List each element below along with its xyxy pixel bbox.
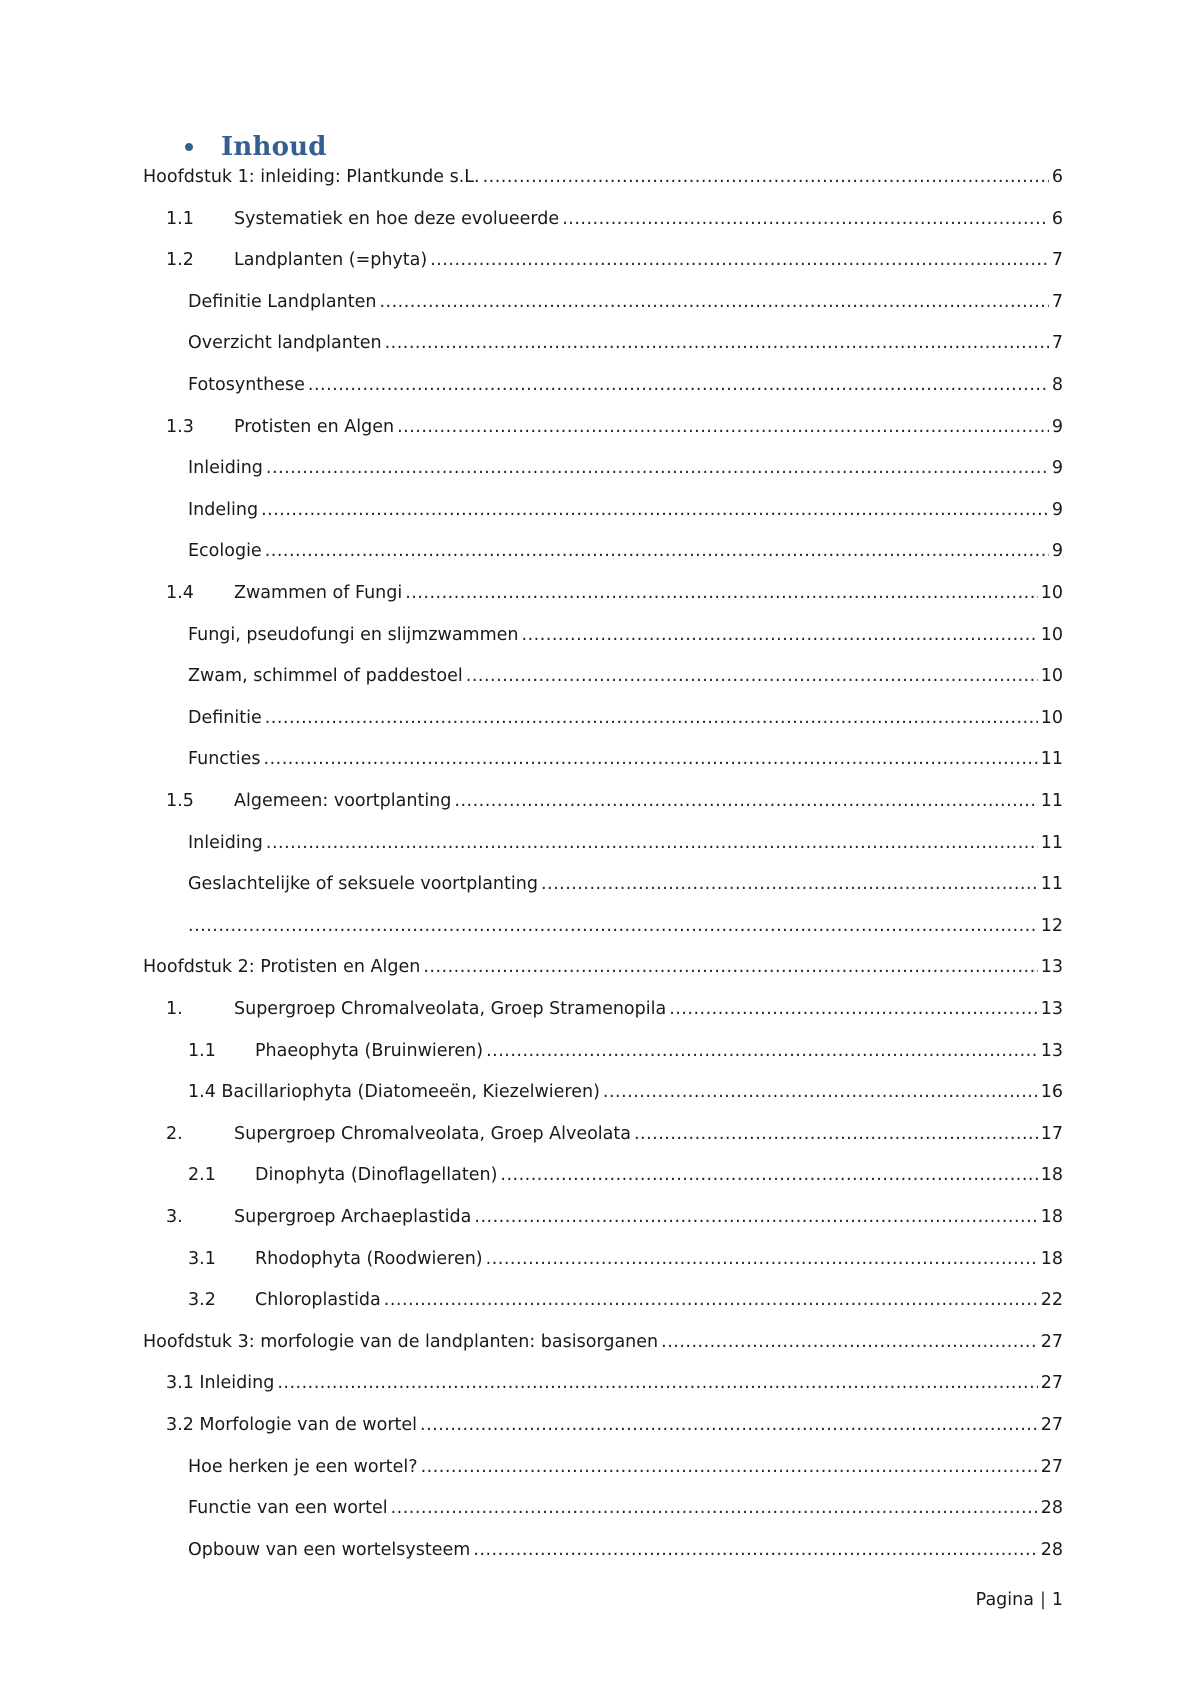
toc-entry[interactable] — [0, 996, 1200, 1022]
toc-dot-leader — [277, 1370, 1037, 1396]
toc-entry-page: 27 — [1040, 1373, 1063, 1394]
toc-entry-page: 11 — [1040, 832, 1063, 853]
toc-dot-leader — [405, 580, 1037, 606]
toc-dot-leader — [265, 705, 1038, 731]
toc-entry-text: Inleiding — [188, 458, 263, 479]
toc-entry-page: 7 — [1051, 291, 1063, 312]
toc-entry-text: Functie van een wortel — [188, 1498, 388, 1519]
toc-entry-text: 3.2 Morfologie van de wortel — [166, 1415, 418, 1435]
toc-dot-leader — [264, 746, 1038, 772]
toc-entry-page: 22 — [1040, 1290, 1063, 1311]
toc-entry[interactable] — [0, 663, 1200, 689]
toc-entry[interactable] — [0, 164, 1200, 190]
toc-entry[interactable] — [0, 788, 1200, 814]
toc-entry[interactable] — [0, 414, 1200, 440]
toc-entry-page: 9 — [1051, 541, 1063, 562]
toc-dot-leader — [634, 1121, 1038, 1147]
toc-entry-text: 3.1 Inleiding — [166, 1373, 275, 1394]
toc-entry-page: 9 — [1051, 416, 1063, 437]
toc-entry-number: 1.1 — [166, 208, 194, 229]
toc-heading — [185, 132, 327, 162]
toc-entry[interactable] — [0, 538, 1200, 564]
toc-dot-leader — [562, 206, 1049, 232]
toc-entry[interactable] — [0, 830, 1200, 856]
toc-title: Inhoud — [221, 132, 327, 162]
toc-entry-number: 1.4 — [166, 583, 194, 603]
toc-entry-text: Protisten en Algen — [234, 416, 395, 437]
toc-entry-page: 7 — [1051, 333, 1063, 354]
toc-dot-leader — [421, 1454, 1038, 1480]
toc-entry-page: 27 — [1040, 1415, 1063, 1435]
toc-entry-text: Algemeen: voortplanting — [234, 791, 452, 811]
toc-dot-leader — [384, 1287, 1038, 1313]
toc-entry-number: 3. — [166, 1207, 183, 1227]
toc-entry-page: 11 — [1040, 874, 1063, 895]
toc-entry-page: 10 — [1040, 707, 1063, 728]
toc-entry-text: Rhodophyta (Roodwieren) — [255, 1248, 483, 1269]
toc-entry-number: 3.2 — [188, 1290, 216, 1311]
toc-entry-text: Supergroep Chromalveolata, Groep Stramenopila — [234, 999, 667, 1019]
toc-entry-text: Ecologie — [188, 541, 262, 562]
toc-entry-page: 6 — [1051, 167, 1063, 187]
toc-entry[interactable] — [0, 871, 1200, 897]
toc-dot-leader — [500, 1162, 1037, 1188]
toc-dot-leader — [266, 830, 1038, 856]
toc-dot-leader — [385, 330, 1049, 356]
toc-entry-text: Definitie — [188, 707, 262, 728]
toc-entry-page: 10 — [1040, 583, 1063, 603]
toc-entry-number: 1.2 — [166, 250, 194, 271]
toc-entry[interactable] — [0, 330, 1200, 356]
toc-entry[interactable] — [0, 1246, 1200, 1272]
toc-entry-text: Supergroep Archaeplastida — [234, 1207, 472, 1227]
toc-entry[interactable] — [0, 289, 1200, 315]
footer-page-number: 1 — [1051, 1590, 1063, 1610]
toc-dot-leader — [397, 414, 1049, 440]
toc-entry[interactable] — [0, 705, 1200, 731]
toc-entry-page: 16 — [1040, 1082, 1063, 1103]
toc-entry-text: Dinophyta (Dinoflagellaten) — [255, 1165, 498, 1186]
toc-entry-text: Zwam, schimmel of paddestoel — [188, 666, 463, 687]
toc-entry-page: 28 — [1040, 1498, 1063, 1519]
toc-entry-page: 11 — [1040, 791, 1063, 811]
toc-entry-page: 13 — [1040, 957, 1063, 978]
toc-entry-number: 1. — [166, 999, 183, 1019]
toc-entry[interactable] — [0, 1329, 1200, 1355]
footer-label: Pagina — [975, 1590, 1034, 1610]
toc-dot-leader — [423, 954, 1037, 980]
toc-entry-page: 18 — [1040, 1207, 1063, 1227]
toc-entry[interactable] — [0, 1537, 1200, 1563]
toc-entry[interactable] — [0, 206, 1200, 232]
toc-dot-leader — [486, 1038, 1038, 1064]
toc-dot-leader — [522, 622, 1038, 648]
toc-entry[interactable] — [0, 372, 1200, 398]
toc-entry-page: 11 — [1040, 749, 1063, 770]
toc-entry-page: 27 — [1040, 1331, 1063, 1352]
toc-entry-page: 13 — [1040, 999, 1063, 1019]
toc-dot-leader — [379, 289, 1048, 315]
toc-entry[interactable] — [0, 1204, 1200, 1230]
toc-dot-leader — [541, 871, 1038, 897]
toc-dot-leader — [188, 913, 1038, 939]
bullet-icon — [185, 143, 193, 151]
toc-entry-page: 8 — [1051, 375, 1063, 395]
toc-entry-number: 1.1 — [188, 1040, 216, 1061]
toc-entry-text: Hoe herken je een wortel? — [188, 1456, 418, 1477]
toc-entry-number: 3.1 — [188, 1248, 216, 1269]
page-footer — [976, 1590, 1063, 1610]
toc-entry[interactable] — [0, 1370, 1200, 1396]
toc-dot-leader — [466, 663, 1038, 689]
toc-entry-page: 10 — [1040, 666, 1063, 687]
toc-entry-page: 10 — [1040, 624, 1063, 645]
toc-entry-page: 17 — [1040, 1123, 1063, 1144]
toc-entry-text: Functies — [188, 749, 261, 770]
toc-entry[interactable] — [0, 455, 1200, 481]
toc-entry[interactable] — [0, 1038, 1200, 1064]
toc-entry-page: 27 — [1040, 1456, 1063, 1477]
toc-entry-text: Supergroep Chromalveolata, Groep Alveolata — [234, 1123, 631, 1144]
toc-dot-leader — [391, 1495, 1038, 1521]
toc-entry-text: Fotosynthese — [188, 375, 305, 395]
toc-dot-leader — [430, 247, 1049, 273]
toc-entry-page: 28 — [1040, 1539, 1063, 1560]
toc-entry[interactable] — [0, 1287, 1200, 1313]
toc-dot-leader — [308, 372, 1049, 398]
toc-dot-leader — [265, 538, 1049, 564]
toc-entry-text: Fungi, pseudofungi en slijmzwammen — [188, 624, 519, 645]
toc-entry[interactable] — [0, 746, 1200, 772]
toc-entry-text: Geslachtelijke of seksuele voortplanting — [188, 874, 538, 895]
toc-entry-text: Overzicht landplanten — [188, 333, 382, 354]
toc-entry[interactable] — [0, 1079, 1200, 1105]
toc-entry-page: 18 — [1040, 1248, 1063, 1269]
toc-entry[interactable] — [0, 1495, 1200, 1521]
footer-separator: | — [1039, 1590, 1046, 1610]
toc-dot-leader — [474, 1204, 1037, 1230]
toc-dot-leader — [454, 788, 1037, 814]
toc-dot-leader — [261, 497, 1049, 523]
toc-entry[interactable] — [0, 497, 1200, 523]
toc-entry-text: Chloroplastida — [255, 1290, 381, 1311]
toc-entry-page: 13 — [1040, 1040, 1063, 1061]
toc-entry-number: 2.1 — [188, 1165, 216, 1186]
toc-entry-text: Indeling — [188, 499, 259, 520]
toc-entry-text: Hoofdstuk 2: Protisten en Algen — [143, 957, 421, 978]
toc-dot-leader — [669, 996, 1038, 1022]
toc-entry-text: Systematiek en hoe deze evolueerde — [234, 208, 560, 229]
toc-entry-text: Zwammen of Fungi — [234, 583, 403, 603]
toc-entry[interactable] — [0, 913, 1200, 939]
toc-entry-page: 6 — [1051, 208, 1063, 229]
toc-entry-text: Definitie Landplanten — [188, 291, 377, 312]
toc-entry-number: 1.3 — [166, 416, 194, 437]
toc-dot-leader — [603, 1079, 1038, 1105]
toc-entry-page: 9 — [1051, 499, 1063, 520]
toc-entry-text: Hoofdstuk 1: inleiding: Plantkunde s.L. — [143, 167, 480, 187]
toc-entry-number: 2. — [166, 1123, 183, 1144]
toc-entry[interactable] — [0, 247, 1200, 273]
toc-dot-leader — [420, 1412, 1038, 1438]
toc-entry-text: Phaeophyta (Bruinwieren) — [255, 1040, 484, 1061]
toc-entry-text: Opbouw van een wortelsysteem — [188, 1539, 471, 1560]
toc-entry-page: 18 — [1040, 1165, 1063, 1186]
toc-entry-page: 7 — [1051, 250, 1063, 271]
toc-entry[interactable] — [0, 954, 1200, 980]
toc-entry[interactable] — [0, 1121, 1200, 1147]
toc-entry[interactable] — [0, 1454, 1200, 1480]
toc-entry[interactable] — [0, 1412, 1200, 1438]
toc-dot-leader — [486, 1246, 1038, 1272]
toc-dot-leader — [473, 1537, 1037, 1563]
toc-entry[interactable] — [0, 622, 1200, 648]
toc-entry[interactable] — [0, 1162, 1200, 1188]
toc-entry-text: Inleiding — [188, 832, 263, 853]
toc-entry-page: 12 — [1040, 915, 1063, 936]
toc-entry[interactable] — [0, 580, 1200, 606]
toc-dot-leader — [661, 1329, 1038, 1355]
toc-entry-page: 9 — [1051, 458, 1063, 479]
toc-dot-leader — [266, 455, 1049, 481]
toc-entry-text: Landplanten (=phyta) — [234, 250, 428, 271]
toc-dot-leader — [483, 164, 1049, 190]
toc-entry-number: 1.5 — [166, 791, 194, 811]
toc-entry-text: Hoofdstuk 3: morfologie van de landplanten: basisorganen — [143, 1331, 659, 1352]
toc-entry-text: 1.4 Bacillariophyta (Diatomeeën, Kiezelwieren) — [188, 1082, 600, 1103]
